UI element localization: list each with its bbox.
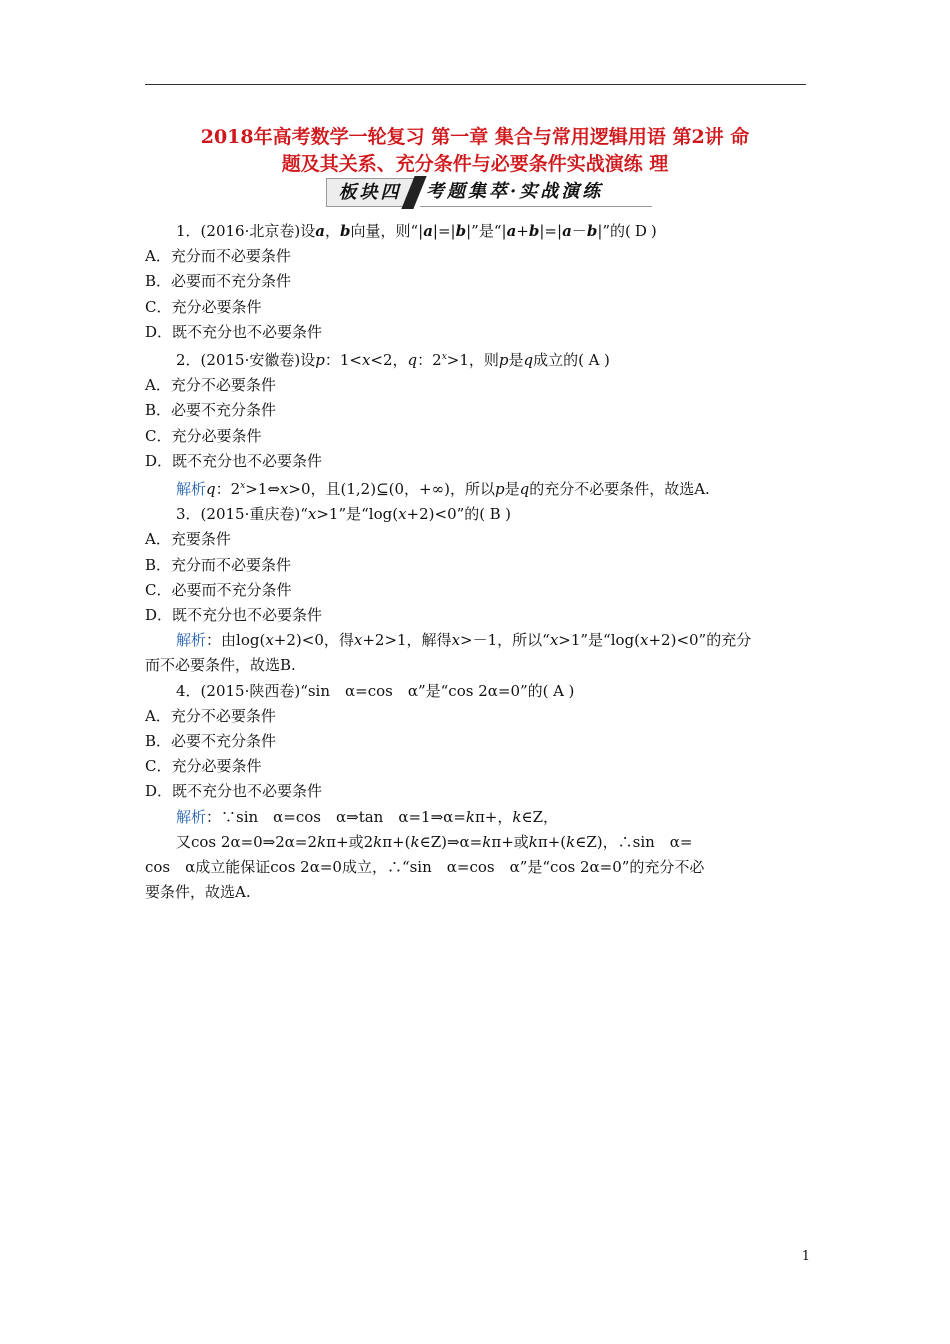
question-4-answer: A bbox=[553, 681, 564, 700]
question-2-answer: A bbox=[588, 351, 600, 370]
question-1-option: C．充分必要条件 bbox=[145, 297, 262, 316]
question-3-option: A．充要条件 bbox=[145, 530, 231, 549]
question-4-stem: 4．(2015·陕西卷)“sin α=cos α”是“cos 2α=0”的( A ) bbox=[145, 679, 807, 704]
question-1-option: A．充分而不必要条件 bbox=[145, 247, 291, 266]
question-2-option: D．既不充分也不必要条件 bbox=[145, 451, 323, 470]
solution-label: 解析 bbox=[176, 480, 207, 499]
banner-section-label: 板块四 bbox=[326, 178, 414, 207]
question-1-stem: 1．(2016·北京卷)设a，b向量，则“|a|=|b|”是“|a+b|=|a－b|”的( D ) bbox=[145, 219, 807, 244]
question-3-solution: 解析：由log(x+2)<0，得x+2>1，解得x>－1，所以“x>1”是“log(x+2)<0”的充分 bbox=[176, 631, 752, 650]
header-rule bbox=[145, 84, 806, 85]
title-line-2: 题及其关系、充分条件与必要条件实战演练 理 bbox=[281, 153, 669, 175]
title-line-1: 2018年高考数学一轮复习 第一章 集合与常用逻辑用语 第2讲 命 bbox=[200, 126, 750, 148]
question-4-option: D．既不充分也不必要条件 bbox=[145, 782, 323, 801]
question-2-solution: 解析q：$2^x>1\Leftrightarrow x>0$，且(1,2)⊆(0，+∞)，所以p是q的充分不必要条件，故选A. bbox=[176, 480, 710, 499]
question-2-option: C．充分必要条件 bbox=[145, 426, 262, 445]
page-number: 1 bbox=[801, 1249, 810, 1264]
banner-section-title: 考题集萃·实战演练 bbox=[420, 178, 652, 207]
question-4-solution-line-4: 要条件，故选A. bbox=[145, 883, 251, 902]
question-4-solution-line-2: 又cos 2α=0⇒2α=2kπ+或2kπ+(k∈Z)⇒α=kπ+或kπ+(k∈Z)，∴sin α= bbox=[176, 832, 693, 851]
question-3-solution-cont: 而不必要条件，故选B. bbox=[145, 656, 296, 675]
question-3-option: C．必要而不充分条件 bbox=[145, 580, 292, 599]
solution-label: 解析 bbox=[176, 807, 207, 826]
question-4-option: C．充分必要条件 bbox=[145, 757, 262, 776]
question-3-answer: B bbox=[489, 505, 501, 524]
question-3-option: B．充分而不必要条件 bbox=[145, 555, 292, 574]
document-body bbox=[145, 219, 807, 905]
question-2-option: B．必要不充分条件 bbox=[145, 401, 277, 420]
question-4-solution-line-3: cos α成立能保证cos 2α=0成立，∴“sin α=cos α”是“cos 2α=0”的充分不必 bbox=[145, 858, 705, 877]
question-3-option: D．既不充分也不必要条件 bbox=[145, 606, 323, 625]
question-1-option: B．必要而不充分条件 bbox=[145, 272, 292, 291]
question-4-option: A．充分不必要条件 bbox=[145, 706, 276, 725]
question-2-option: A．充分不必要条件 bbox=[145, 376, 276, 395]
question-2-stem: 2．(2015·安徽卷)设p：1<x<2，q：$2^x>1$，则p是q成立的( A ) bbox=[145, 345, 807, 373]
question-1-answer: D bbox=[634, 222, 647, 240]
document-title bbox=[140, 124, 810, 178]
solution-label: 解析 bbox=[176, 631, 207, 650]
question-4-option: B．必要不充分条件 bbox=[145, 732, 277, 751]
question-4-solution: 解析：∵sin α=cos α⇒tan α=1⇒α=kπ+，k∈Z， bbox=[176, 807, 558, 826]
question-3-stem: 3．(2015·重庆卷)“x>1”是“log(x+2)<0”的( B ) bbox=[145, 502, 807, 527]
question-1-option: D．既不充分也不必要条件 bbox=[145, 322, 323, 341]
section-banner bbox=[326, 178, 652, 207]
